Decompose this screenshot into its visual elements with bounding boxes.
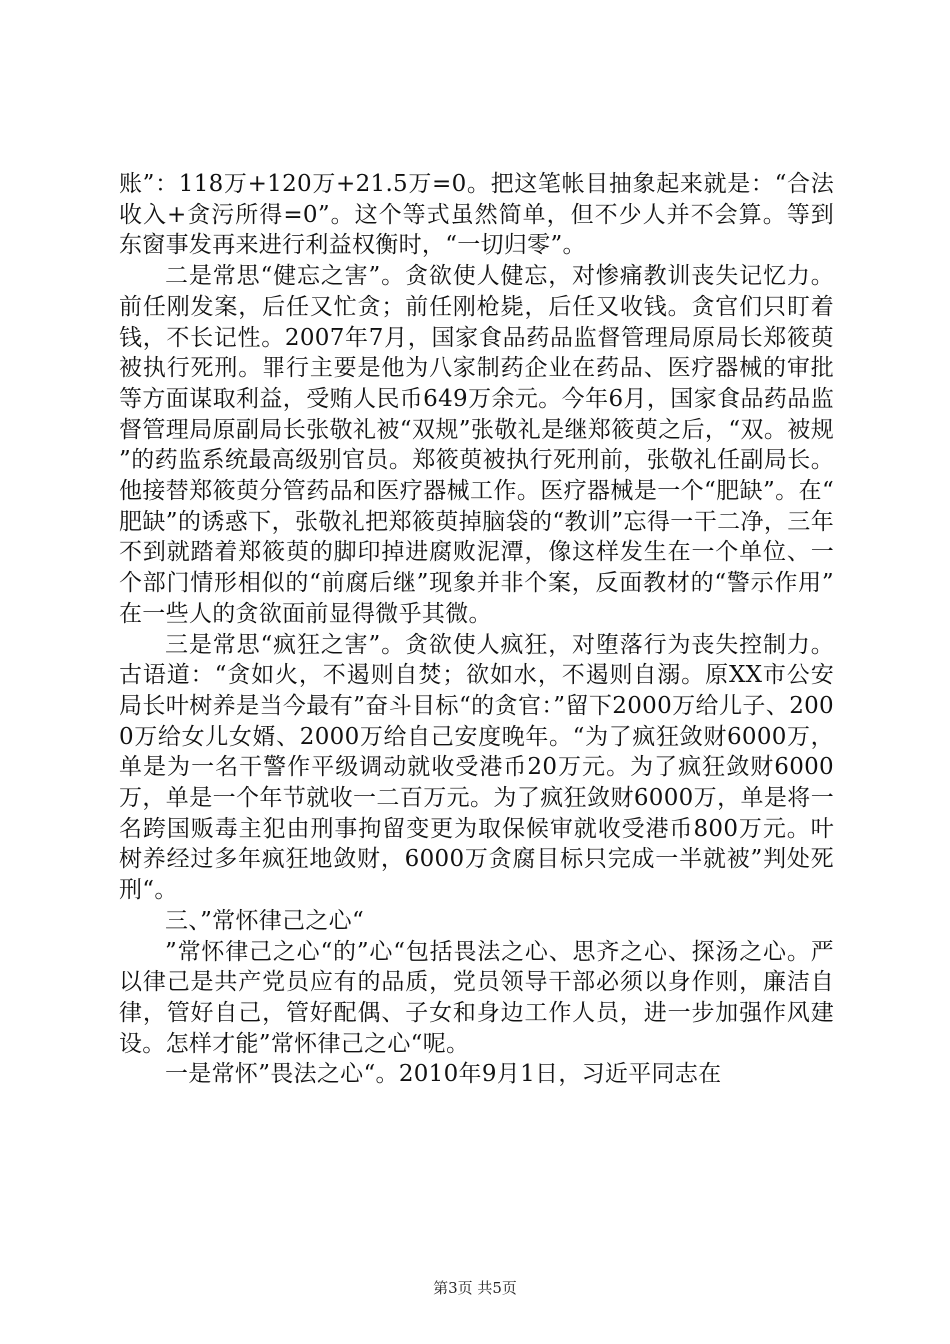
paragraph-3: 三是常思“疯狂之害”。贪欲使人疯狂，对堕落行为丧失控制力。古语道：“贪如火，不遏则自焚；欲如水，不遏则自溺。原XX市公安局长叶树养是当今最有”奋斗目标“的贪官：”留下2000万给儿子、2000万给女儿女婿、2000万给自己安度晚年。“为了疯狂敛财6000万，单是为一名干警作平级调动就收受港币20万元。为了疯狂敛财6000万，单是一个年节就收一二百万元。为了疯狂敛财6000万，单是将一名跨国贩毒主犯由刑事拘留变更为取保候审就收受港币800万元。叶树养经过多年疯狂地敛财，6000万贪腐目标只完成一半就被”判处死刑“。 <box>119 631 834 904</box>
paragraph-2: 二是常思“健忘之害”。贪欲使人健忘，对惨痛教训丧失记忆力。前任刚发案，后任又忙贪；前任刚枪毙，后任又收钱。贪官们只盯着钱，不长记性。2007年7月，国家食品药品监督管理局原局长郑筱萸被执行死刑。罪行主要是他为八家制药企业在药品、医疗器械的审批等方面谋取利益，受贿人民币649万余元。今年6月，国家食品药品监督管理局原副局长张敬礼被“双规”张敬礼是继郑筱萸之后，“双。被规”的药监系统最高级别官员。郑筱萸被执行死刑前，张敬礼任副局长。他接替郑筱萸分管药品和医疗器械工作。医疗器械是一个“肥缺”。在“肥缺”的诱惑下，张敬礼把郑筱萸掉脑袋的“教训”忘得一干二净，三年不到就踏着郑筱萸的脚印掉进腐败泥潭，像这样发生在一个单位、一个部门情形相似的“前腐后继”现象并非个案，反面教材的“警示作用”在一些人的贪欲面前显得微乎其微。 <box>119 263 834 627</box>
paragraph-4: ”常怀律己之心“的”心“包括畏法之心、思齐之心、探汤之心。严以律己是共产党员应有的品质，党员领导干部必须以身作则，廉洁自律，管好自己，管好配偶、子女和身边工作人员，进一步加强作风建设。怎样才能”常怀律己之心“呢。 <box>119 938 834 1057</box>
paragraph-1: 账”：118万+120万+21.5万=0。把这笔帐目抽象起来就是：“合法收入+贪污所得=0”。这个等式虽然简单，但不少人并不会算。等到东窗事发再来进行利益权衡时，“一切归零”。 <box>119 171 834 259</box>
page-footer <box>0 1278 950 1298</box>
document-body <box>119 169 834 1090</box>
section-heading: 三、”常怀律己之心“ <box>165 907 365 934</box>
paragraph-5: 一是常怀”畏法之心“。2010年9月1日，习近平同志在 <box>165 1061 722 1088</box>
page-number: 第3页 共5页 <box>433 1279 517 1297</box>
